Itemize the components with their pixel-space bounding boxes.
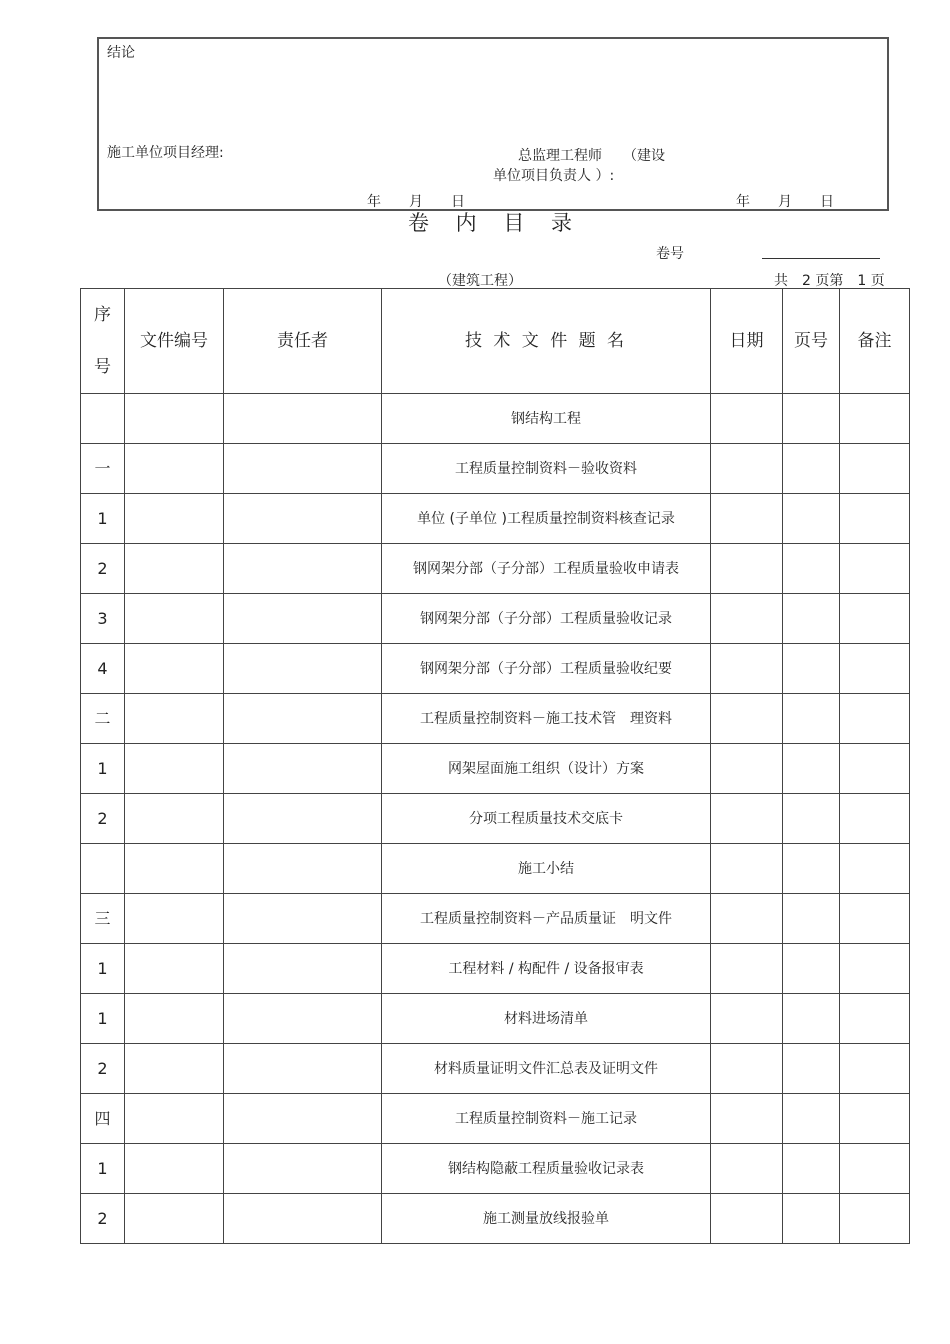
row-file-no: [125, 794, 224, 844]
row-title: 单位 (子单位 )工程质量控制资料核查记录: [382, 494, 711, 544]
row-date: [711, 1144, 783, 1194]
row-page-no: [783, 444, 840, 494]
row-date: [711, 394, 783, 444]
row-title: 钢结构隐蔽工程质量验收记录表: [382, 1144, 711, 1194]
row-seq: 1: [81, 994, 125, 1044]
row-title: 钢网架分部（子分部）工程质量验收记录: [382, 594, 711, 644]
table-row: [81, 1094, 910, 1144]
row-page-no: [783, 644, 840, 694]
row-remarks: [840, 444, 910, 494]
col-header-doc-title: 技 术 文 件 题 名: [382, 289, 711, 394]
row-seq: 四: [81, 1094, 125, 1144]
row-responsible: [224, 1144, 382, 1194]
row-date: [711, 494, 783, 544]
row-file-no: [125, 1044, 224, 1094]
row-page-no: [783, 794, 840, 844]
row-title: 工程质量控制资料－施工记录: [382, 1094, 711, 1144]
col-header-page-no: 页号: [783, 289, 840, 394]
row-remarks: [840, 944, 910, 994]
row-file-no: [125, 444, 224, 494]
row-seq: 3: [81, 594, 125, 644]
row-title: 工程材料 / 构配件 / 设备报审表: [382, 944, 711, 994]
row-title: 材料质量证明文件汇总表及证明文件: [382, 1044, 711, 1094]
row-responsible: [224, 394, 382, 444]
row-file-no: [125, 544, 224, 594]
row-date: [711, 744, 783, 794]
row-remarks: [840, 394, 910, 444]
row-seq: 三: [81, 894, 125, 944]
row-seq: 2: [81, 1194, 125, 1244]
col-header-responsible: 责任者: [224, 289, 382, 394]
row-date: [711, 694, 783, 744]
row-responsible: [224, 544, 382, 594]
table-row: [81, 394, 910, 444]
table-row: [81, 844, 910, 894]
row-title: 施工小结: [382, 844, 711, 894]
table-row: [81, 994, 910, 1044]
row-seq: 2: [81, 1044, 125, 1094]
table-row: [81, 444, 910, 494]
row-page-no: [783, 1194, 840, 1244]
row-date: [711, 994, 783, 1044]
row-file-no: [125, 594, 224, 644]
table-row: [81, 644, 910, 694]
row-date: [711, 944, 783, 994]
row-title: 网架屋面施工组织（设计）方案: [382, 744, 711, 794]
table-row: [81, 1044, 910, 1094]
row-responsible: [224, 844, 382, 894]
row-seq: 1: [81, 944, 125, 994]
owner-project-leader-label: 单位项目负责人 ）:: [493, 168, 615, 184]
row-seq: [81, 844, 125, 894]
volume-label: 卷号: [656, 246, 684, 262]
row-page-no: [783, 694, 840, 744]
row-date: [711, 894, 783, 944]
row-page-no: [783, 544, 840, 594]
row-page-no: [783, 394, 840, 444]
row-date: [711, 444, 783, 494]
row-remarks: [840, 1144, 910, 1194]
row-seq: 一: [81, 444, 125, 494]
row-responsible: [224, 894, 382, 944]
row-seq: [81, 394, 125, 444]
row-responsible: [224, 594, 382, 644]
row-file-no: [125, 394, 224, 444]
catalog-table: [80, 288, 910, 1244]
row-page-no: [783, 994, 840, 1044]
row-remarks: [840, 994, 910, 1044]
row-seq: 4: [81, 644, 125, 694]
col-header-remarks: 备注: [840, 289, 910, 394]
row-responsible: [224, 644, 382, 694]
row-date: [711, 644, 783, 694]
row-page-no: [783, 594, 840, 644]
row-responsible: [224, 744, 382, 794]
category-label: （建筑工程）: [438, 273, 522, 289]
table-row: [81, 944, 910, 994]
table-row: [81, 494, 910, 544]
table-row: [81, 894, 910, 944]
row-remarks: [840, 744, 910, 794]
conclusion-label: 结论: [107, 45, 135, 61]
row-title: 工程质量控制资料－产品质量证 明文件: [382, 894, 711, 944]
row-file-no: [125, 744, 224, 794]
page-title: 卷 内 目 录: [407, 211, 583, 235]
row-file-no: [125, 844, 224, 894]
table-row: [81, 744, 910, 794]
row-responsible: [224, 444, 382, 494]
table-row: [81, 594, 910, 644]
row-file-no: [125, 994, 224, 1044]
row-title: 工程质量控制资料－施工技术管 理资料: [382, 694, 711, 744]
row-file-no: [125, 494, 224, 544]
row-file-no: [125, 644, 224, 694]
row-remarks: [840, 594, 910, 644]
row-date: [711, 794, 783, 844]
table-row: [81, 1144, 910, 1194]
page-info: 共 2 页第 1 页: [774, 273, 885, 289]
table-row: [81, 544, 910, 594]
row-file-no: [125, 894, 224, 944]
row-title: 钢网架分部（子分部）工程质量验收纪要: [382, 644, 711, 694]
row-responsible: [224, 944, 382, 994]
row-file-no: [125, 1094, 224, 1144]
row-responsible: [224, 1194, 382, 1244]
row-remarks: [840, 844, 910, 894]
row-title: 钢网架分部（子分部）工程质量验收申请表: [382, 544, 711, 594]
row-page-no: [783, 944, 840, 994]
row-remarks: [840, 544, 910, 594]
row-file-no: [125, 944, 224, 994]
row-seq: 1: [81, 494, 125, 544]
row-page-no: [783, 894, 840, 944]
row-remarks: [840, 644, 910, 694]
row-page-no: [783, 494, 840, 544]
row-seq: 2: [81, 794, 125, 844]
row-title: 分项工程质量技术交底卡: [382, 794, 711, 844]
row-date: [711, 844, 783, 894]
row-responsible: [224, 1094, 382, 1144]
row-remarks: [840, 494, 910, 544]
row-remarks: [840, 1094, 910, 1144]
row-title: 钢结构工程: [382, 394, 711, 444]
chief-supervisor-label: 总监理工程师 （建设: [518, 148, 665, 164]
row-file-no: [125, 694, 224, 744]
volume-number-line: [762, 258, 880, 259]
row-date: [711, 1044, 783, 1094]
table-row: [81, 694, 910, 744]
row-responsible: [224, 1044, 382, 1094]
row-remarks: [840, 694, 910, 744]
row-seq: 二: [81, 694, 125, 744]
construction-manager-label: 施工单位项目经理:: [107, 145, 224, 161]
table-row: [81, 794, 910, 844]
row-page-no: [783, 744, 840, 794]
row-file-no: [125, 1144, 224, 1194]
row-date: [711, 544, 783, 594]
row-page-no: [783, 844, 840, 894]
date-left: 年 月 日: [367, 194, 465, 210]
row-page-no: [783, 1044, 840, 1094]
row-responsible: [224, 994, 382, 1044]
row-remarks: [840, 1044, 910, 1094]
col-header-date: 日期: [711, 289, 783, 394]
row-title: 材料进场清单: [382, 994, 711, 1044]
row-remarks: [840, 894, 910, 944]
col-header-seq-line2: 号: [94, 357, 111, 377]
row-responsible: [224, 694, 382, 744]
row-responsible: [224, 794, 382, 844]
col-header-seq-line1: 序: [94, 305, 111, 325]
row-remarks: [840, 794, 910, 844]
row-remarks: [840, 1194, 910, 1244]
table-header-row: [81, 289, 910, 394]
col-header-seq: [81, 289, 125, 394]
row-date: [711, 1194, 783, 1244]
row-page-no: [783, 1094, 840, 1144]
col-header-file-no: 文件编号: [125, 289, 224, 394]
row-date: [711, 1094, 783, 1144]
row-responsible: [224, 494, 382, 544]
row-seq: 1: [81, 1144, 125, 1194]
date-right: 年 月 日: [736, 194, 834, 210]
row-date: [711, 594, 783, 644]
table-row: [81, 1194, 910, 1244]
row-title: 工程质量控制资料－验收资料: [382, 444, 711, 494]
row-seq: 2: [81, 544, 125, 594]
row-page-no: [783, 1144, 840, 1194]
row-seq: 1: [81, 744, 125, 794]
row-file-no: [125, 1194, 224, 1244]
row-title: 施工测量放线报验单: [382, 1194, 711, 1244]
